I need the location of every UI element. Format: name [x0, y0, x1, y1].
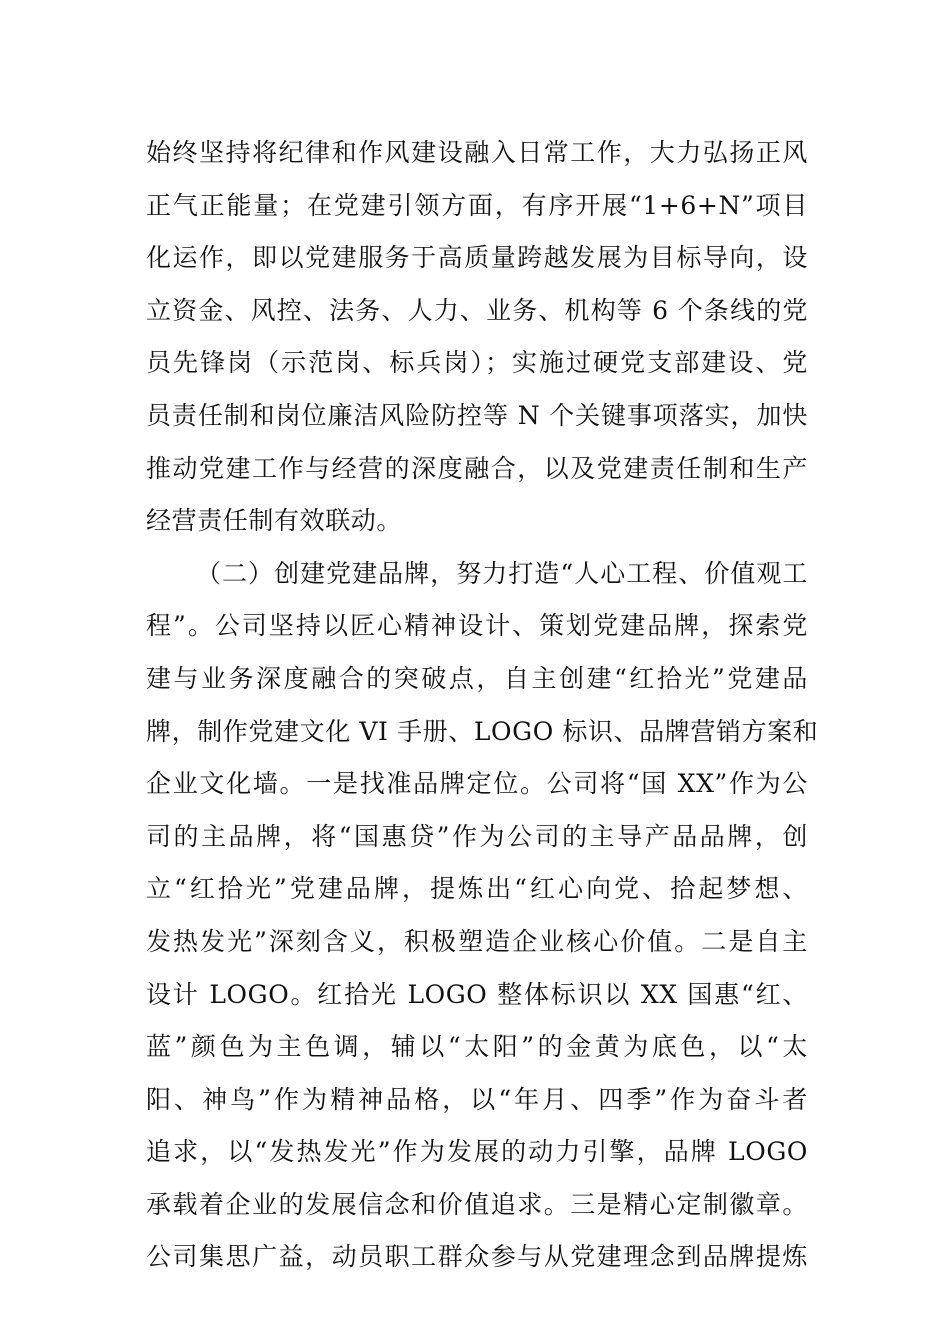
body-text: [146, 127, 819, 1284]
text-line: 员责任制和岗位廉洁风险防控等 N 个关键事项落实，加快: [146, 400, 808, 430]
text-line: 企业文化墙。一是找准品牌定位。公司将“国 XX”作为公: [146, 769, 808, 799]
text-line: 设计 LOGO。红拾光 LOGO 整体标识以 XX 国惠“红、: [146, 979, 808, 1009]
text-line: 建与业务深度融合的突破点，自主创建“红拾光”党建品: [146, 663, 808, 693]
text-line: 推动党建工作与经营的深度融合，以及党建责任制和生产: [146, 453, 808, 483]
text-line: 阳、神鸟”作为精神品格，以“年月、四季”作为奋斗者: [146, 1084, 808, 1114]
text-line: 牌，制作党建文化 VI 手册、LOGO 标识、品牌营销方案和: [146, 716, 819, 746]
paragraph-discipline-party-building: [146, 127, 808, 548]
paragraph-party-brand: [146, 548, 819, 1284]
text-line: 程”。公司坚持以匠心精神设计、策划党建品牌，探索党: [146, 611, 808, 641]
text-line: 立“红拾光”党建品牌，提炼出“红心向党、拾起梦想、: [146, 874, 808, 904]
text-line: 追求，以“发热发光”作为发展的动力引擎，品牌 LOGO: [146, 1137, 808, 1167]
text-line: 员先锋岗（示范岗、标兵岗）；实施过硬党支部建设、党: [146, 348, 808, 378]
text-line: 蓝”颜色为主色调，辅以“太阳”的金黄为底色，以“太: [146, 1032, 808, 1062]
text-line: 承载着企业的发展信念和价值追求。三是精心定制徽章。: [146, 1189, 808, 1219]
section-heading-line: （二）创建党建品牌，努力打造“人心工程、价值观工: [196, 558, 808, 588]
text-line: 经营责任制有效联动。: [146, 506, 403, 536]
text-line: 司的主品牌，将“国惠贷”作为公司的主导产品品牌，创: [146, 821, 808, 851]
text-line: 化运作，即以党建服务于高质量跨越发展为目标导向，设: [146, 243, 808, 273]
text-line: 发热发光”深刻含义，积极塑造企业核心价值。二是自主: [146, 926, 808, 956]
text-line: 始终坚持将纪律和作风建设融入日常工作，大力弘扬正风: [146, 138, 808, 167]
text-line: 正气正能量；在党建引领方面，有序开展“1+6+N”项目: [146, 190, 808, 220]
text-line: 立资金、风控、法务、人力、业务、机构等 6 个条线的党: [146, 295, 808, 325]
text-line: 公司集思广益，动员职工群众参与从党建理念到品牌提炼: [146, 1242, 808, 1272]
